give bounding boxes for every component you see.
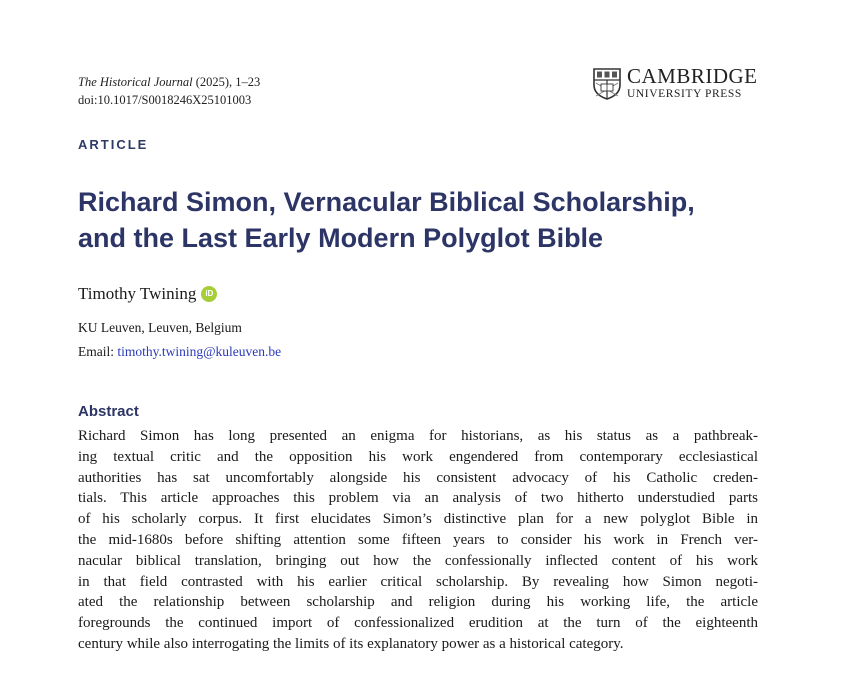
journal-volume-pages: (2025), 1–23 <box>192 75 261 89</box>
abstract-line: nacular biblical translation, bringing out how the confessionally inflected content of his work <box>78 552 758 569</box>
doi[interactable]: doi:10.1017/S0018246X25101003 <box>78 93 252 107</box>
abstract-line: Richard Simon has long presented an enigma for historians, as his status as a pathbreak- <box>78 428 758 444</box>
author-row <box>78 283 217 305</box>
publisher-name: CAMBRIDGE <box>627 64 758 88</box>
author-affiliation: KU Leuven, Leuven, Belgium <box>78 320 242 335</box>
abstract-line: foregrounds the continued import of confessionalized erudition at the turn of the eighteenth <box>78 615 758 632</box>
journal-name: The Historical Journal <box>78 75 193 89</box>
abstract-line: ated the relationship between scholarship and religion during his working life, the article <box>78 594 758 611</box>
email-link[interactable]: timothy.twining@kuleuven.be <box>117 344 282 359</box>
abstract-heading: Abstract <box>78 403 139 420</box>
article-title <box>78 184 778 256</box>
author-name: Timothy Twining <box>78 284 197 303</box>
journal-citation <box>78 73 260 91</box>
publisher-logo <box>593 66 758 101</box>
article-type-label: ARTICLE <box>78 137 149 152</box>
abstract-body <box>78 426 758 655</box>
abstract-line: in that field contrasted with his earlier critical scholarship. By revealing how Simon negoti- <box>78 573 758 590</box>
email-label: Email: <box>78 344 118 359</box>
abstract-line: tials. This article approaches this problem via an analysis of two hitherto understudied parts <box>78 490 758 507</box>
abstract-line: ing textual critic and the opposition his work engendered from contemporary ecclesiastical <box>78 448 758 465</box>
publisher-subtitle: UNIVERSITY PRESS <box>627 88 742 100</box>
orcid-icon[interactable]: iD <box>201 286 217 302</box>
title-line: and the Last Early Modern Polyglot Bible <box>78 223 604 253</box>
abstract-line: century while also interrogating the limits of its explanatory power as a historical category. <box>78 635 624 652</box>
author-email-row <box>78 343 281 361</box>
title-line: Richard Simon, Vernacular Biblical Scholarship, <box>78 187 695 217</box>
abstract-line: authorities has sat uncomfortably alongside his consistent advocacy of his Catholic creden- <box>78 469 758 486</box>
cambridge-shield-icon <box>593 68 621 100</box>
abstract-line: of his scholarly corpus. It first elucidates Simon’s distinctive plan for a new polyglot Bible in <box>78 511 758 528</box>
abstract-line: the mid-1680s before shifting attention some fifteen years to consider his work in French ver- <box>78 531 758 548</box>
